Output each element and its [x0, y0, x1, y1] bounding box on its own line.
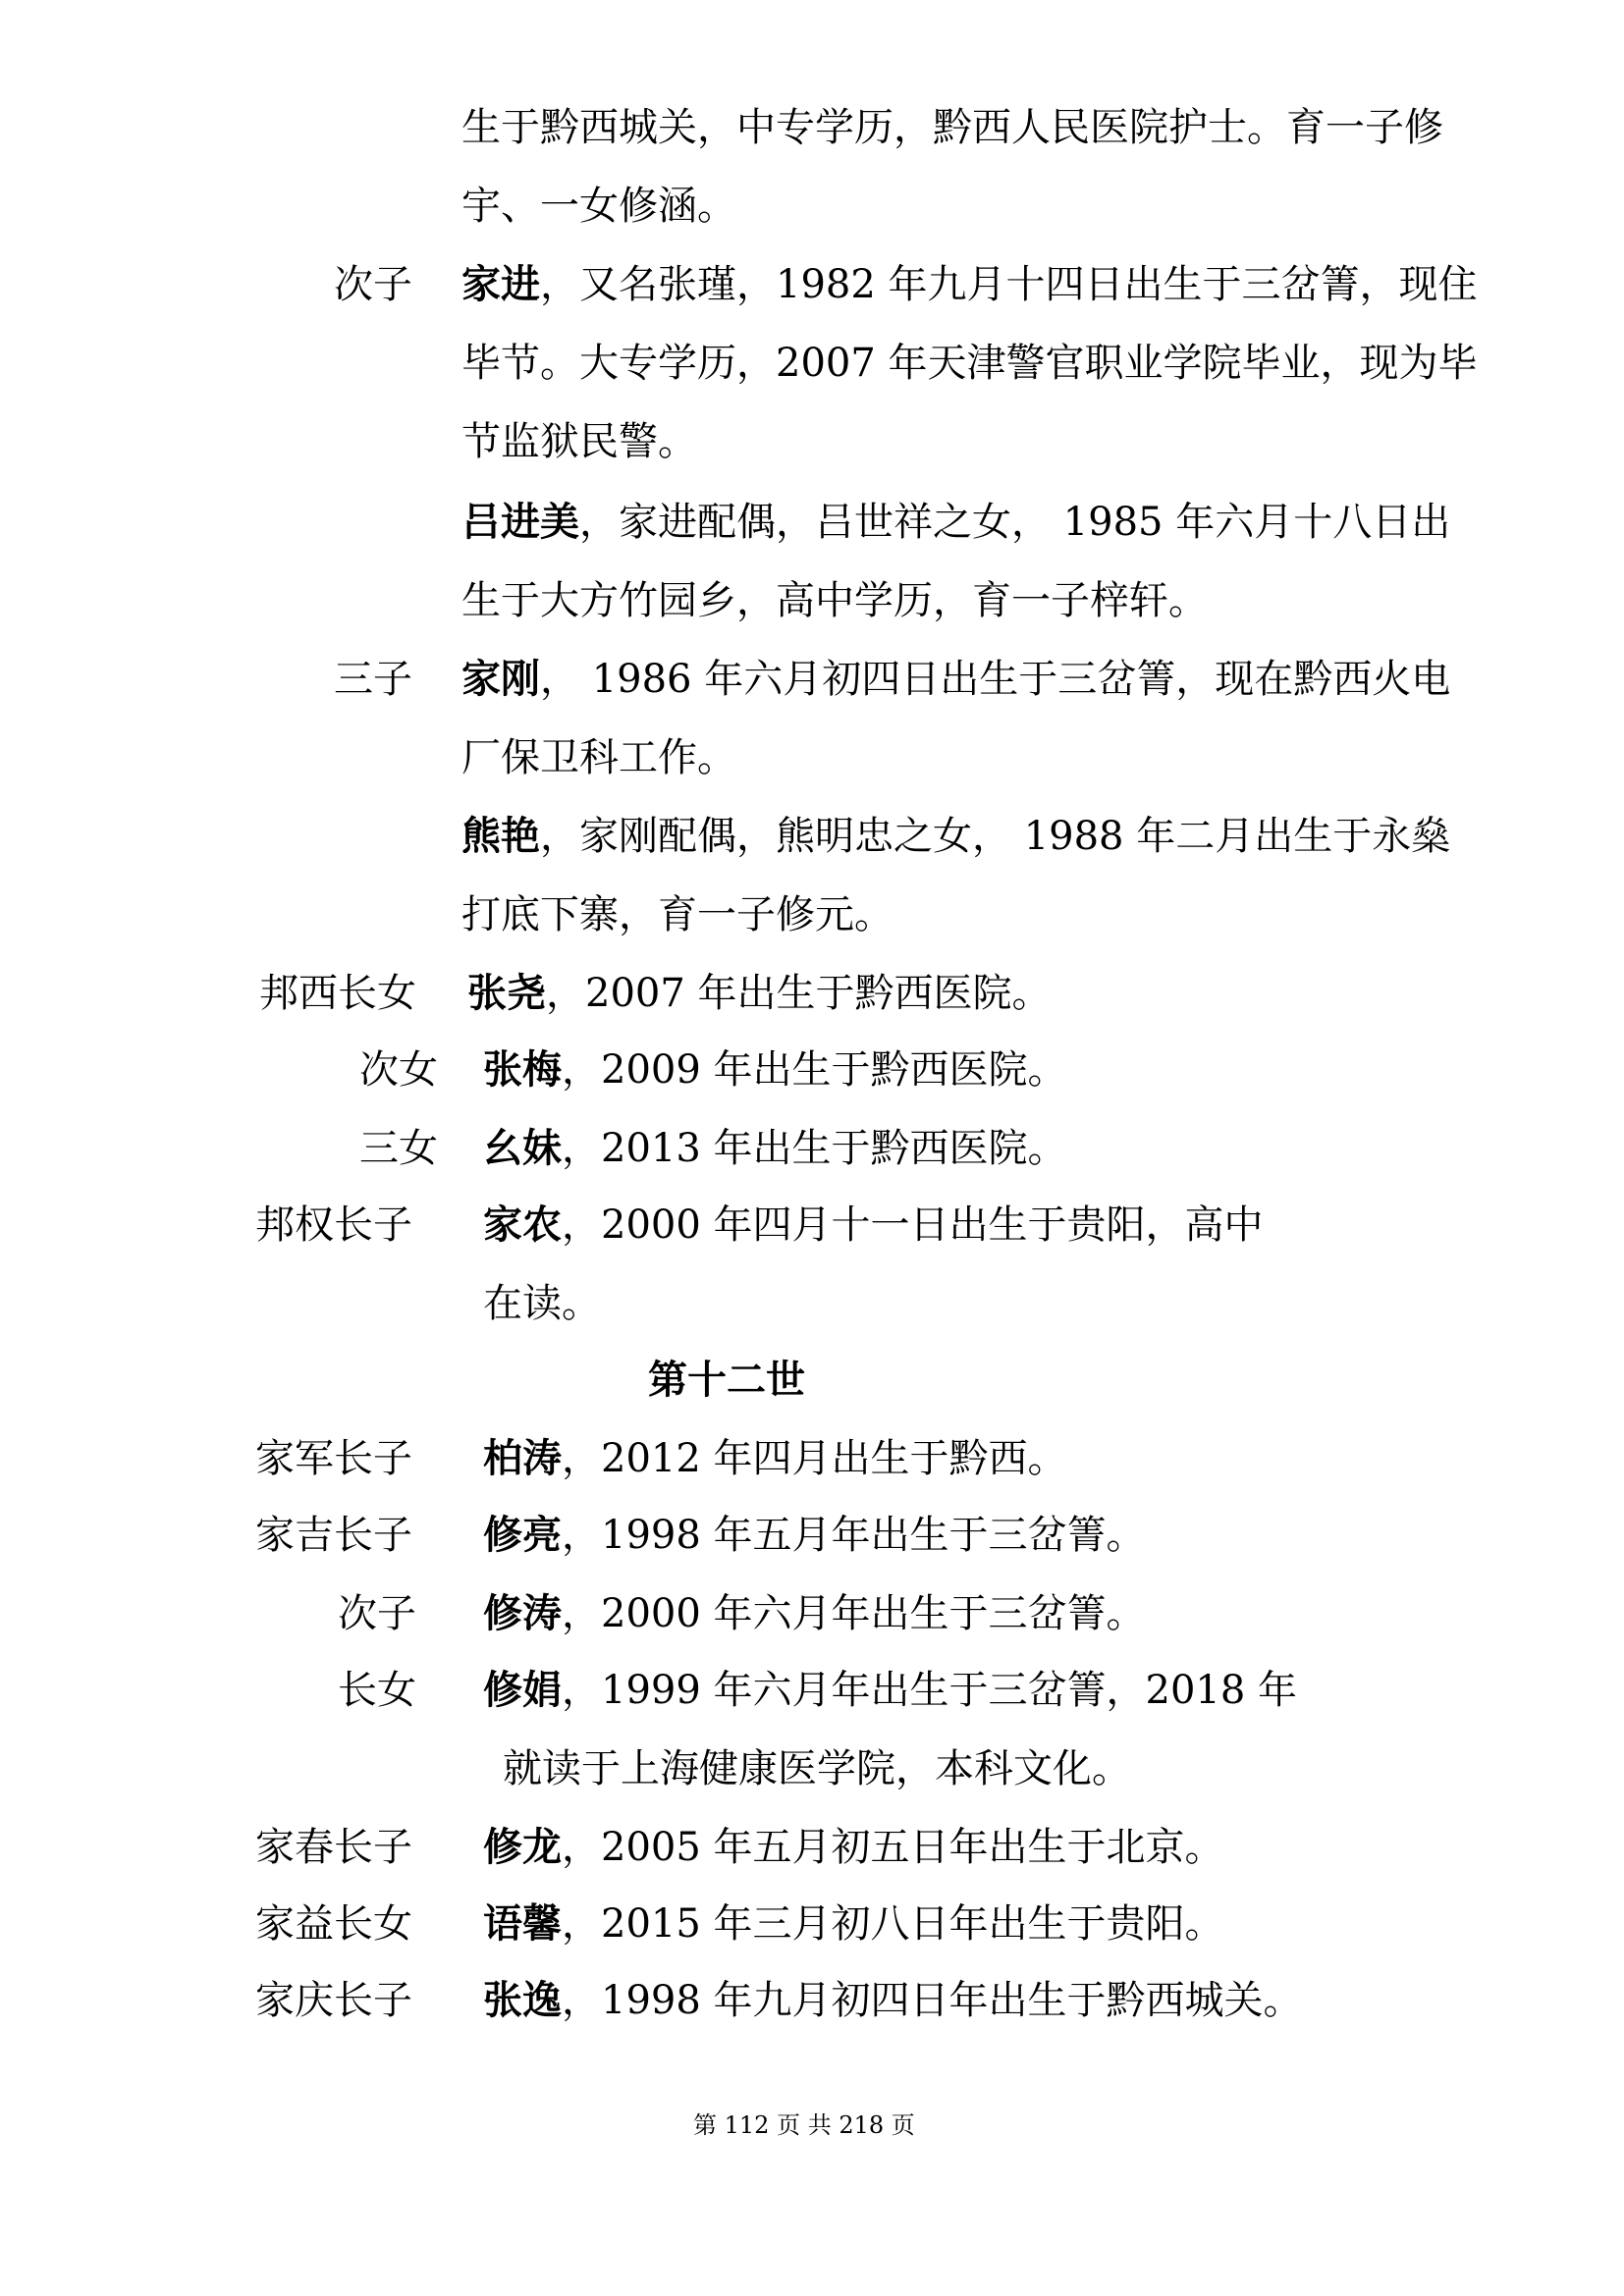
entry-text: 打底下寨，育一子修元。 — [461, 892, 893, 937]
person-name: 家农 — [483, 1201, 562, 1248]
person-name: 家进 — [461, 261, 540, 307]
person-name: 张尧 — [467, 970, 546, 1016]
entry-line — [483, 1822, 1224, 1873]
entry-line — [255, 1433, 412, 1484]
entry-text: ，2005 年五月初五日年出生于北京。 — [562, 1825, 1224, 1870]
entry-line — [255, 1898, 412, 1949]
entry-line — [461, 811, 1450, 862]
entry-text: ，2000 年四月十一日出生于贵阳，高中 — [562, 1202, 1264, 1248]
entry-line — [483, 1123, 1067, 1174]
text-line — [483, 1278, 601, 1329]
entry-text: ，又名张瑾，1982 年九月十四日出生于三岔箐，现住 — [540, 262, 1478, 307]
entry-text: 生于大方竹园乡，高中学历，育一子梓轩。 — [461, 578, 1208, 623]
person-name: 修涛 — [483, 1590, 562, 1636]
entry-text: 宇、一女修涵。 — [461, 184, 736, 229]
entry-line — [483, 1975, 1303, 2026]
relation-label: 次女 — [359, 1047, 438, 1093]
entry-line — [483, 1433, 1067, 1484]
person-name: 张逸 — [483, 1977, 562, 2023]
entry-text: ，1998 年五月年出生于三岔箐。 — [562, 1513, 1146, 1558]
entry-line — [461, 259, 1478, 310]
text-line — [503, 1743, 1131, 1794]
relation-label: 家益长女 — [255, 1901, 412, 1947]
relation-label: 次子 — [338, 1591, 416, 1636]
text-line — [461, 181, 736, 232]
entry-line — [338, 1588, 416, 1639]
person-name: 修娟 — [483, 1667, 562, 1713]
entry-line — [483, 1200, 1264, 1251]
person-name: 修龙 — [483, 1824, 562, 1870]
entry-line — [483, 1044, 1067, 1095]
relation-label: 三女 — [359, 1126, 438, 1171]
entry-text: ，2000 年六月年出生于三岔箐。 — [562, 1591, 1146, 1636]
entry-line — [461, 497, 1450, 548]
person-name: 家刚 — [461, 656, 540, 702]
entry-text: 毕节。大专学历，2007 年天津警官职业学院毕业，现为毕 — [461, 341, 1478, 386]
text-line — [461, 575, 1208, 626]
entry-text: ，1999 年六月年出生于三岔箐，2018 年 — [562, 1668, 1298, 1713]
relation-label: 家春长子 — [255, 1825, 412, 1870]
entry-line — [255, 1510, 412, 1561]
entry-text: ，2009 年出生于黔西医院。 — [562, 1047, 1067, 1093]
entry-text: 在读。 — [483, 1281, 601, 1326]
entry-text: ，2013 年出生于黔西医院。 — [562, 1126, 1067, 1171]
relation-label: 邦权长子 — [255, 1202, 412, 1248]
entry-line — [483, 1510, 1146, 1561]
text-line — [461, 889, 893, 940]
person-name: 幺妹 — [483, 1125, 562, 1171]
relation-label: 家吉长子 — [255, 1513, 412, 1558]
entry-line — [359, 1044, 438, 1095]
entry-line — [467, 968, 1052, 1019]
person-name: 张梅 — [483, 1046, 562, 1093]
text-line — [461, 416, 697, 467]
entry-text: 生于黔西城关，中专学历，黔西人民医院护士。育一子修 — [461, 105, 1443, 150]
relation-label: 次子 — [334, 262, 412, 307]
entry-text: ，2015 年三月初八日年出生于贵阳。 — [562, 1901, 1224, 1947]
entry-line — [255, 1975, 412, 2026]
person-name: 修亮 — [483, 1512, 562, 1558]
relation-label: 邦西长女 — [259, 971, 416, 1016]
entry-text: ，家进配偶，吕世祥之女， 1985 年六月十八日出 — [579, 500, 1451, 545]
person-name: 熊艳 — [461, 813, 540, 859]
generation-heading: 第十二世 — [648, 1357, 805, 1403]
entry-text: ，2007 年出生于黔西医院。 — [546, 971, 1052, 1016]
page-number-footer: 第 112 页 共 218 页 — [693, 2111, 915, 2139]
entry-text: ，1998 年九月初四日年出生于黔西城关。 — [562, 1978, 1303, 2023]
entry-text: ， 1986 年六月初四日出生于三岔箐，现在黔西火电 — [540, 657, 1451, 702]
relation-label: 家庆长子 — [255, 1978, 412, 2023]
person-name: 语馨 — [483, 1900, 562, 1947]
entry-line — [483, 1898, 1224, 1949]
entry-text: ，家刚配偶，熊明忠之女， 1988 年二月出生于永燊 — [540, 814, 1451, 859]
person-name: 吕进美 — [461, 499, 579, 545]
relation-label: 长女 — [338, 1668, 416, 1713]
entry-line — [359, 1123, 438, 1174]
entry-line — [255, 1822, 412, 1873]
entry-line — [483, 1588, 1146, 1639]
entry-line — [259, 968, 416, 1019]
relation-label: 三子 — [334, 657, 412, 702]
relation-label: 家军长子 — [255, 1436, 412, 1481]
entry-line — [334, 654, 412, 705]
entry-line — [461, 654, 1450, 705]
entry-line — [338, 1665, 416, 1716]
entry-text: 就读于上海健康医学院，本科文化。 — [503, 1746, 1131, 1791]
person-name: 柏涛 — [483, 1435, 562, 1481]
entry-text: ，2012 年四月出生于黔西。 — [562, 1436, 1067, 1481]
entry-line — [255, 1200, 412, 1251]
text-line — [461, 338, 1478, 389]
text-line — [461, 102, 1443, 153]
entry-text: 厂保卫科工作。 — [461, 735, 736, 780]
entry-line — [483, 1665, 1297, 1716]
entry-line — [334, 259, 412, 310]
text-line — [461, 732, 736, 783]
entry-text: 节监狱民警。 — [461, 419, 697, 464]
